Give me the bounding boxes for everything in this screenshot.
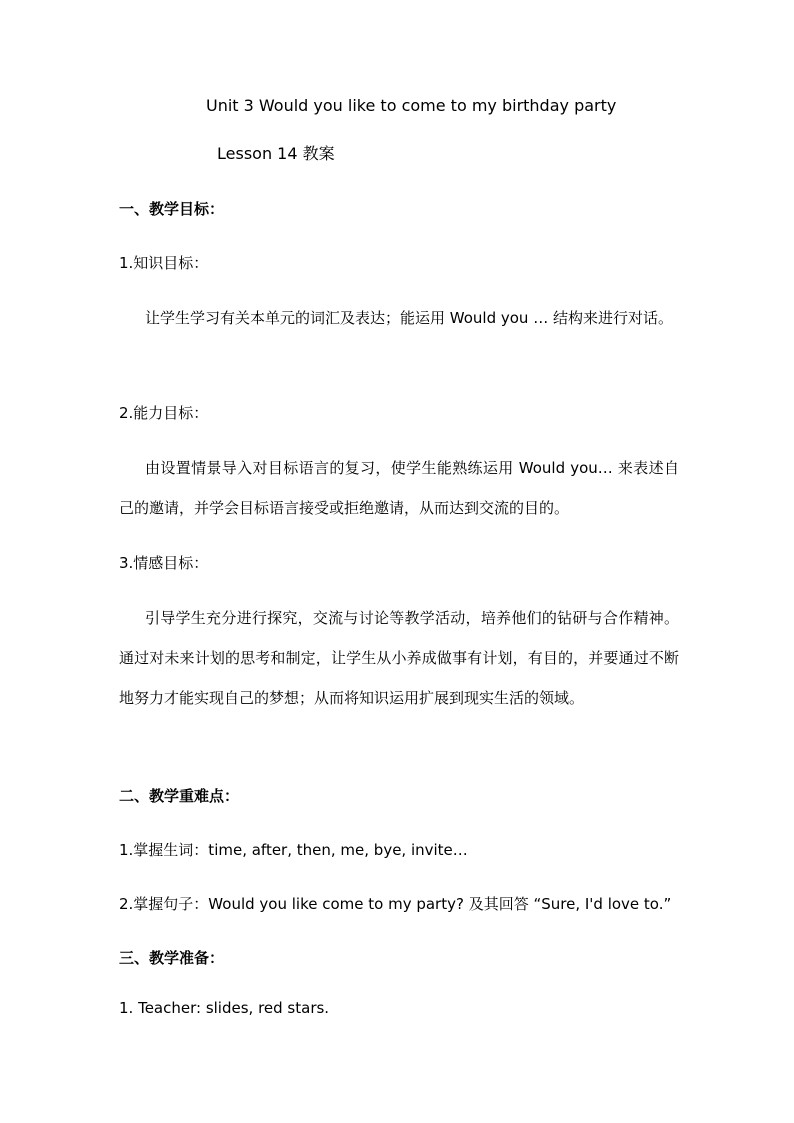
- section-heading-key-points: 二、教学重难点：: [119, 787, 240, 805]
- section-heading-objectives: 一、教学目标：: [119, 200, 225, 218]
- key-point-vocabulary: 1.掌握生词：time, after, then, me, bye, invite…: [119, 841, 468, 859]
- objective-knowledge-text: 让学生学习有关本单元的词汇及表达；能运用 Would you … 结构来进行对话。: [145, 309, 673, 327]
- objective-ability-text: 由设置情景导入对目标语言的复习，使学生能熟练运用 Would you… 来表述自己的邀请，并学会目标语言接受或拒绝邀请，从而达到交流的目的。: [119, 459, 679, 517]
- objective-emotion-label: 3.情感目标：: [119, 554, 209, 572]
- key-point-sentence: 2.掌握句子：Would you like come to my party? 及其回答 “Sure, I'd love to.”: [119, 895, 672, 913]
- section-heading-preparation: 三、教学准备：: [119, 949, 225, 967]
- objective-emotion-text: 引导学生充分进行探究，交流与讨论等教学活动，培养他们的钻研与合作精神。通过对未来计划的思考和制定，让学生从小养成做事有计划，有目的，并要通过不断地努力才能实现自己的梦想；从而将知识运用扩展到现实生活的领域。: [119, 609, 679, 707]
- objective-knowledge-label: 1.知识目标：: [119, 254, 209, 272]
- objective-ability-label: 2.能力目标：: [119, 404, 209, 422]
- preparation-teacher: 1. Teacher: slides, red stars.: [119, 999, 330, 1017]
- document-subtitle: Lesson 14 教案: [217, 144, 335, 163]
- document-title: Unit 3 Would you like to come to my birthday party: [206, 96, 617, 115]
